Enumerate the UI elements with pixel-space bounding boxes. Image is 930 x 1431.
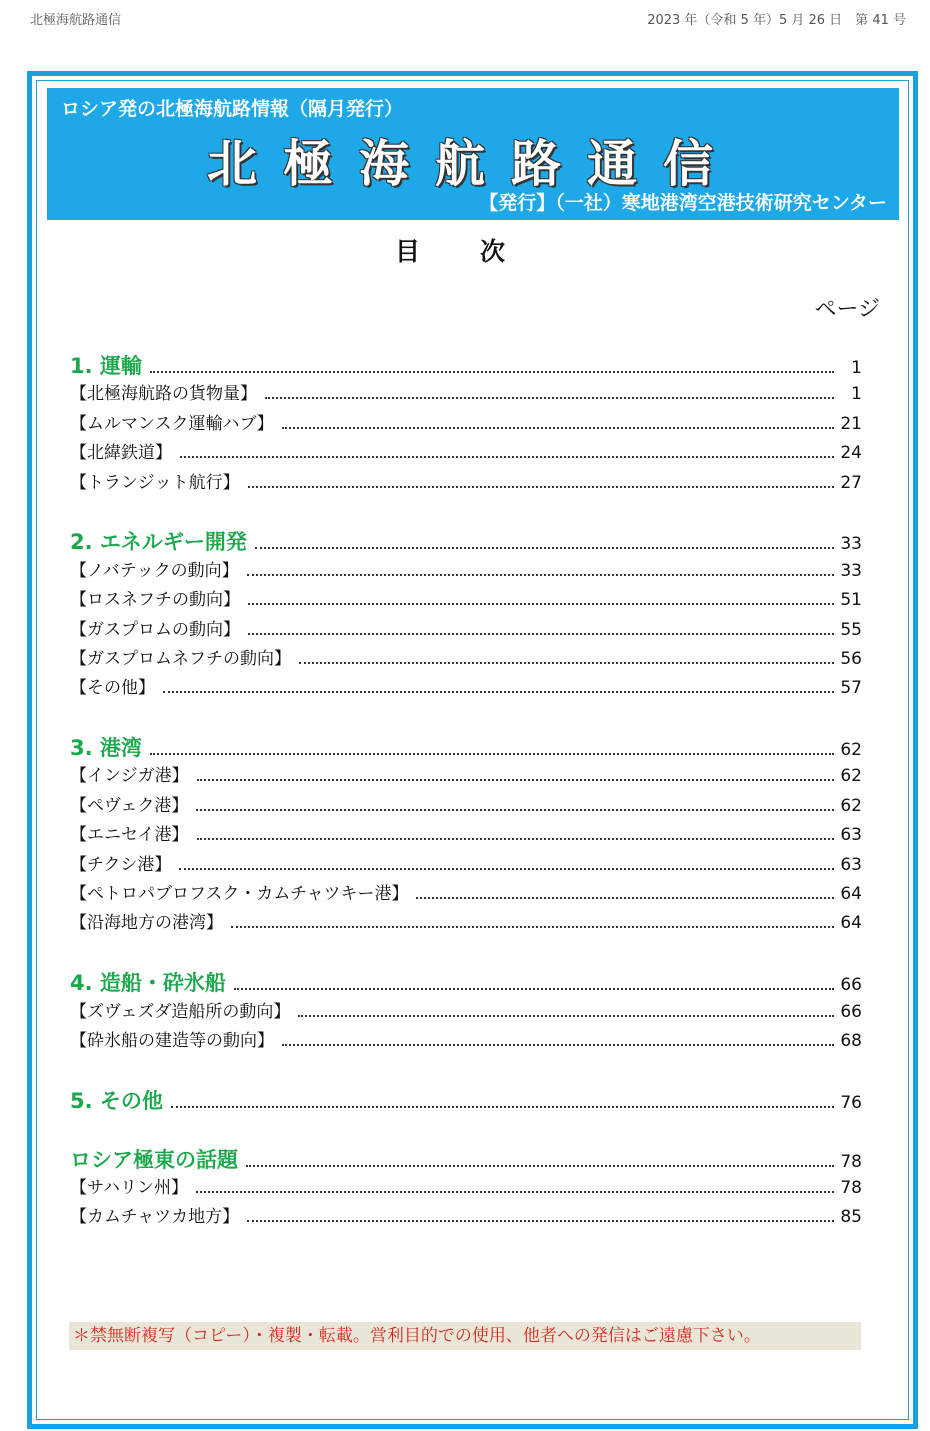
toc-item-row[interactable]: [70, 1173, 862, 1202]
toc-item-row[interactable]: [70, 1026, 862, 1055]
toc-section-label: 4. 造船・砕氷船: [70, 971, 226, 996]
dot-leader: [196, 1191, 834, 1193]
toc-item-row[interactable]: [70, 556, 862, 585]
toc-page-number: 66: [840, 975, 862, 996]
toc-item-label: 【サハリン州】: [70, 1177, 188, 1198]
toc-item-row[interactable]: [70, 908, 862, 937]
toc-page-number: 1: [851, 384, 862, 405]
toc-item-row[interactable]: [70, 585, 862, 614]
dot-leader: [150, 753, 834, 755]
dot-leader: [171, 1106, 834, 1108]
dot-leader: [180, 456, 834, 458]
toc-item-row[interactable]: [70, 438, 862, 467]
dot-leader: [197, 779, 834, 781]
running-header-date: 2023 年（令和 5 年）5 月 26 日 第 41 号: [647, 13, 906, 28]
toc-section-row[interactable]: [70, 1085, 862, 1114]
toc-item-label: 【ガスプロムネフチの動向】: [70, 648, 291, 669]
dot-leader: [298, 1015, 834, 1017]
toc-item-row[interactable]: [70, 1202, 862, 1231]
dot-leader: [265, 397, 834, 399]
toc-item-label: 【ムルマンスク運輸ハブ】: [70, 413, 274, 434]
running-header-title: 北極海航路通信: [30, 13, 122, 28]
toc-item-label: 【砕氷船の建造等の動向】: [70, 1030, 274, 1051]
toc-item-label: 【ズヴェズダ造船所の動向】: [70, 1001, 291, 1022]
toc-item-label: 【カムチャツカ地方】: [70, 1207, 240, 1228]
toc-item-label: 【ガスプロムの動向】: [70, 619, 240, 640]
toc-page-number: 68: [840, 1030, 862, 1051]
toc-item-row[interactable]: [70, 673, 862, 702]
dot-leader: [246, 1165, 834, 1167]
toc-item-label: 【その他】: [70, 678, 155, 699]
toc-page-number: 56: [840, 648, 862, 669]
toc-item-row[interactable]: [70, 997, 862, 1026]
dot-leader: [196, 809, 834, 811]
dot-leader: [150, 371, 834, 373]
toc-page-number: 63: [840, 825, 862, 846]
toc-item-label: 【沿海地方の港湾】: [70, 913, 223, 934]
toc-page-number: 85: [840, 1207, 862, 1228]
dot-leader: [197, 838, 835, 840]
toc-item-label: 【エニセイ港】: [70, 825, 189, 846]
copyright-notice: ＊禁無断複写（コピー）・複製・転載。営利目的での使用、他者への発信はご遠慮下さい。: [69, 1322, 861, 1350]
toc-page-number: 24: [840, 443, 862, 464]
toc-item-label: 【北極海航路の貨物量】: [70, 384, 257, 405]
toc-page-number: 62: [840, 795, 862, 816]
toc-page-number: 33: [840, 560, 862, 581]
toc-item-row[interactable]: [70, 820, 862, 849]
toc-item-row[interactable]: [70, 761, 862, 790]
toc-page-number: 27: [840, 472, 862, 493]
toc-page-number: 55: [840, 619, 862, 640]
toc-spacer: [70, 497, 862, 526]
dot-leader: [248, 603, 834, 605]
dot-leader: [416, 897, 834, 899]
toc-item-label: 【ノバテックの動向】: [70, 560, 239, 581]
toc-spacer: [70, 1114, 862, 1143]
toc-item-label: 【ロスネフチの動向】: [70, 590, 240, 611]
toc-section-label: 3. 港湾: [70, 736, 142, 761]
toc-page-number: 21: [840, 413, 862, 434]
toc-item-row[interactable]: [70, 409, 862, 438]
toc-page-number: 51: [840, 590, 862, 611]
dot-leader: [255, 547, 834, 549]
toc-page-number: 1: [851, 358, 862, 378]
toc-page-number: 62: [840, 740, 862, 761]
running-header: [30, 9, 906, 27]
toc-item-row[interactable]: [70, 468, 862, 497]
toc-item-label: 【インジガ港】: [70, 766, 189, 787]
toc-item-row[interactable]: [70, 791, 862, 820]
toc-section-row[interactable]: [70, 967, 862, 996]
banner-publisher: 【発行】（一社）寒地港湾空港技術研究センター: [479, 192, 887, 214]
toc-page-number: 63: [840, 854, 862, 875]
toc-page-number: 64: [840, 913, 862, 934]
dot-leader: [231, 926, 834, 928]
banner-title: 北極海航路通信: [207, 135, 739, 193]
toc-page-number: 66: [840, 1001, 862, 1022]
toc-page-number: 64: [840, 884, 862, 905]
toc-page-number: 62: [840, 766, 862, 787]
dot-leader: [248, 486, 834, 488]
toc-section-label: 2. エネルギー開発: [70, 530, 247, 555]
toc-spacer: [70, 1055, 862, 1084]
dot-leader: [282, 427, 834, 429]
toc-heading: 目次: [394, 237, 565, 266]
toc-section-label: 1. 運輸: [70, 354, 142, 378]
toc-item-label: 【北緯鉄道】: [70, 443, 172, 464]
toc-page-number: 33: [840, 534, 862, 555]
toc-item-row[interactable]: [70, 615, 862, 644]
dot-leader: [234, 988, 834, 990]
banner-subtitle: ロシア発の北極海航路情報（隔月発行）: [61, 98, 404, 120]
dot-leader: [299, 662, 834, 664]
toc-spacer: [70, 938, 862, 967]
table-of-contents: [70, 350, 862, 1232]
dot-leader: [247, 1220, 834, 1222]
toc-section-label: ロシア極東の話題: [70, 1147, 238, 1172]
toc-item-row[interactable]: [70, 644, 862, 673]
dot-leader: [247, 574, 834, 576]
toc-item-label: 【トランジット航行】: [70, 472, 240, 493]
toc-item-label: 【ペトロパブロフスク・カムチャツキー港】: [70, 884, 409, 905]
dot-leader: [163, 691, 834, 693]
toc-item-row[interactable]: [70, 850, 862, 879]
toc-spacer: [70, 703, 862, 732]
toc-page-number: 57: [840, 678, 862, 699]
toc-page-number: 78: [840, 1151, 862, 1172]
dot-leader: [179, 868, 834, 870]
toc-section-row[interactable]: [70, 732, 862, 761]
toc-item-label: 【チクシ港】: [70, 854, 172, 875]
dot-leader: [248, 633, 834, 635]
toc-item-label: 【ペヴェク港】: [70, 795, 189, 816]
toc-section-row[interactable]: [70, 350, 862, 379]
toc-section-row[interactable]: [70, 1144, 862, 1173]
toc-section-label: 5. その他: [70, 1088, 163, 1113]
page-column-label: ページ: [814, 297, 880, 322]
toc-section-row[interactable]: [70, 526, 862, 555]
toc-item-row[interactable]: [70, 879, 862, 908]
banner: [47, 88, 899, 220]
dot-leader: [282, 1044, 834, 1046]
toc-page-number: 76: [840, 1092, 862, 1113]
toc-page-number: 78: [840, 1177, 862, 1198]
toc-item-row[interactable]: [70, 379, 862, 408]
